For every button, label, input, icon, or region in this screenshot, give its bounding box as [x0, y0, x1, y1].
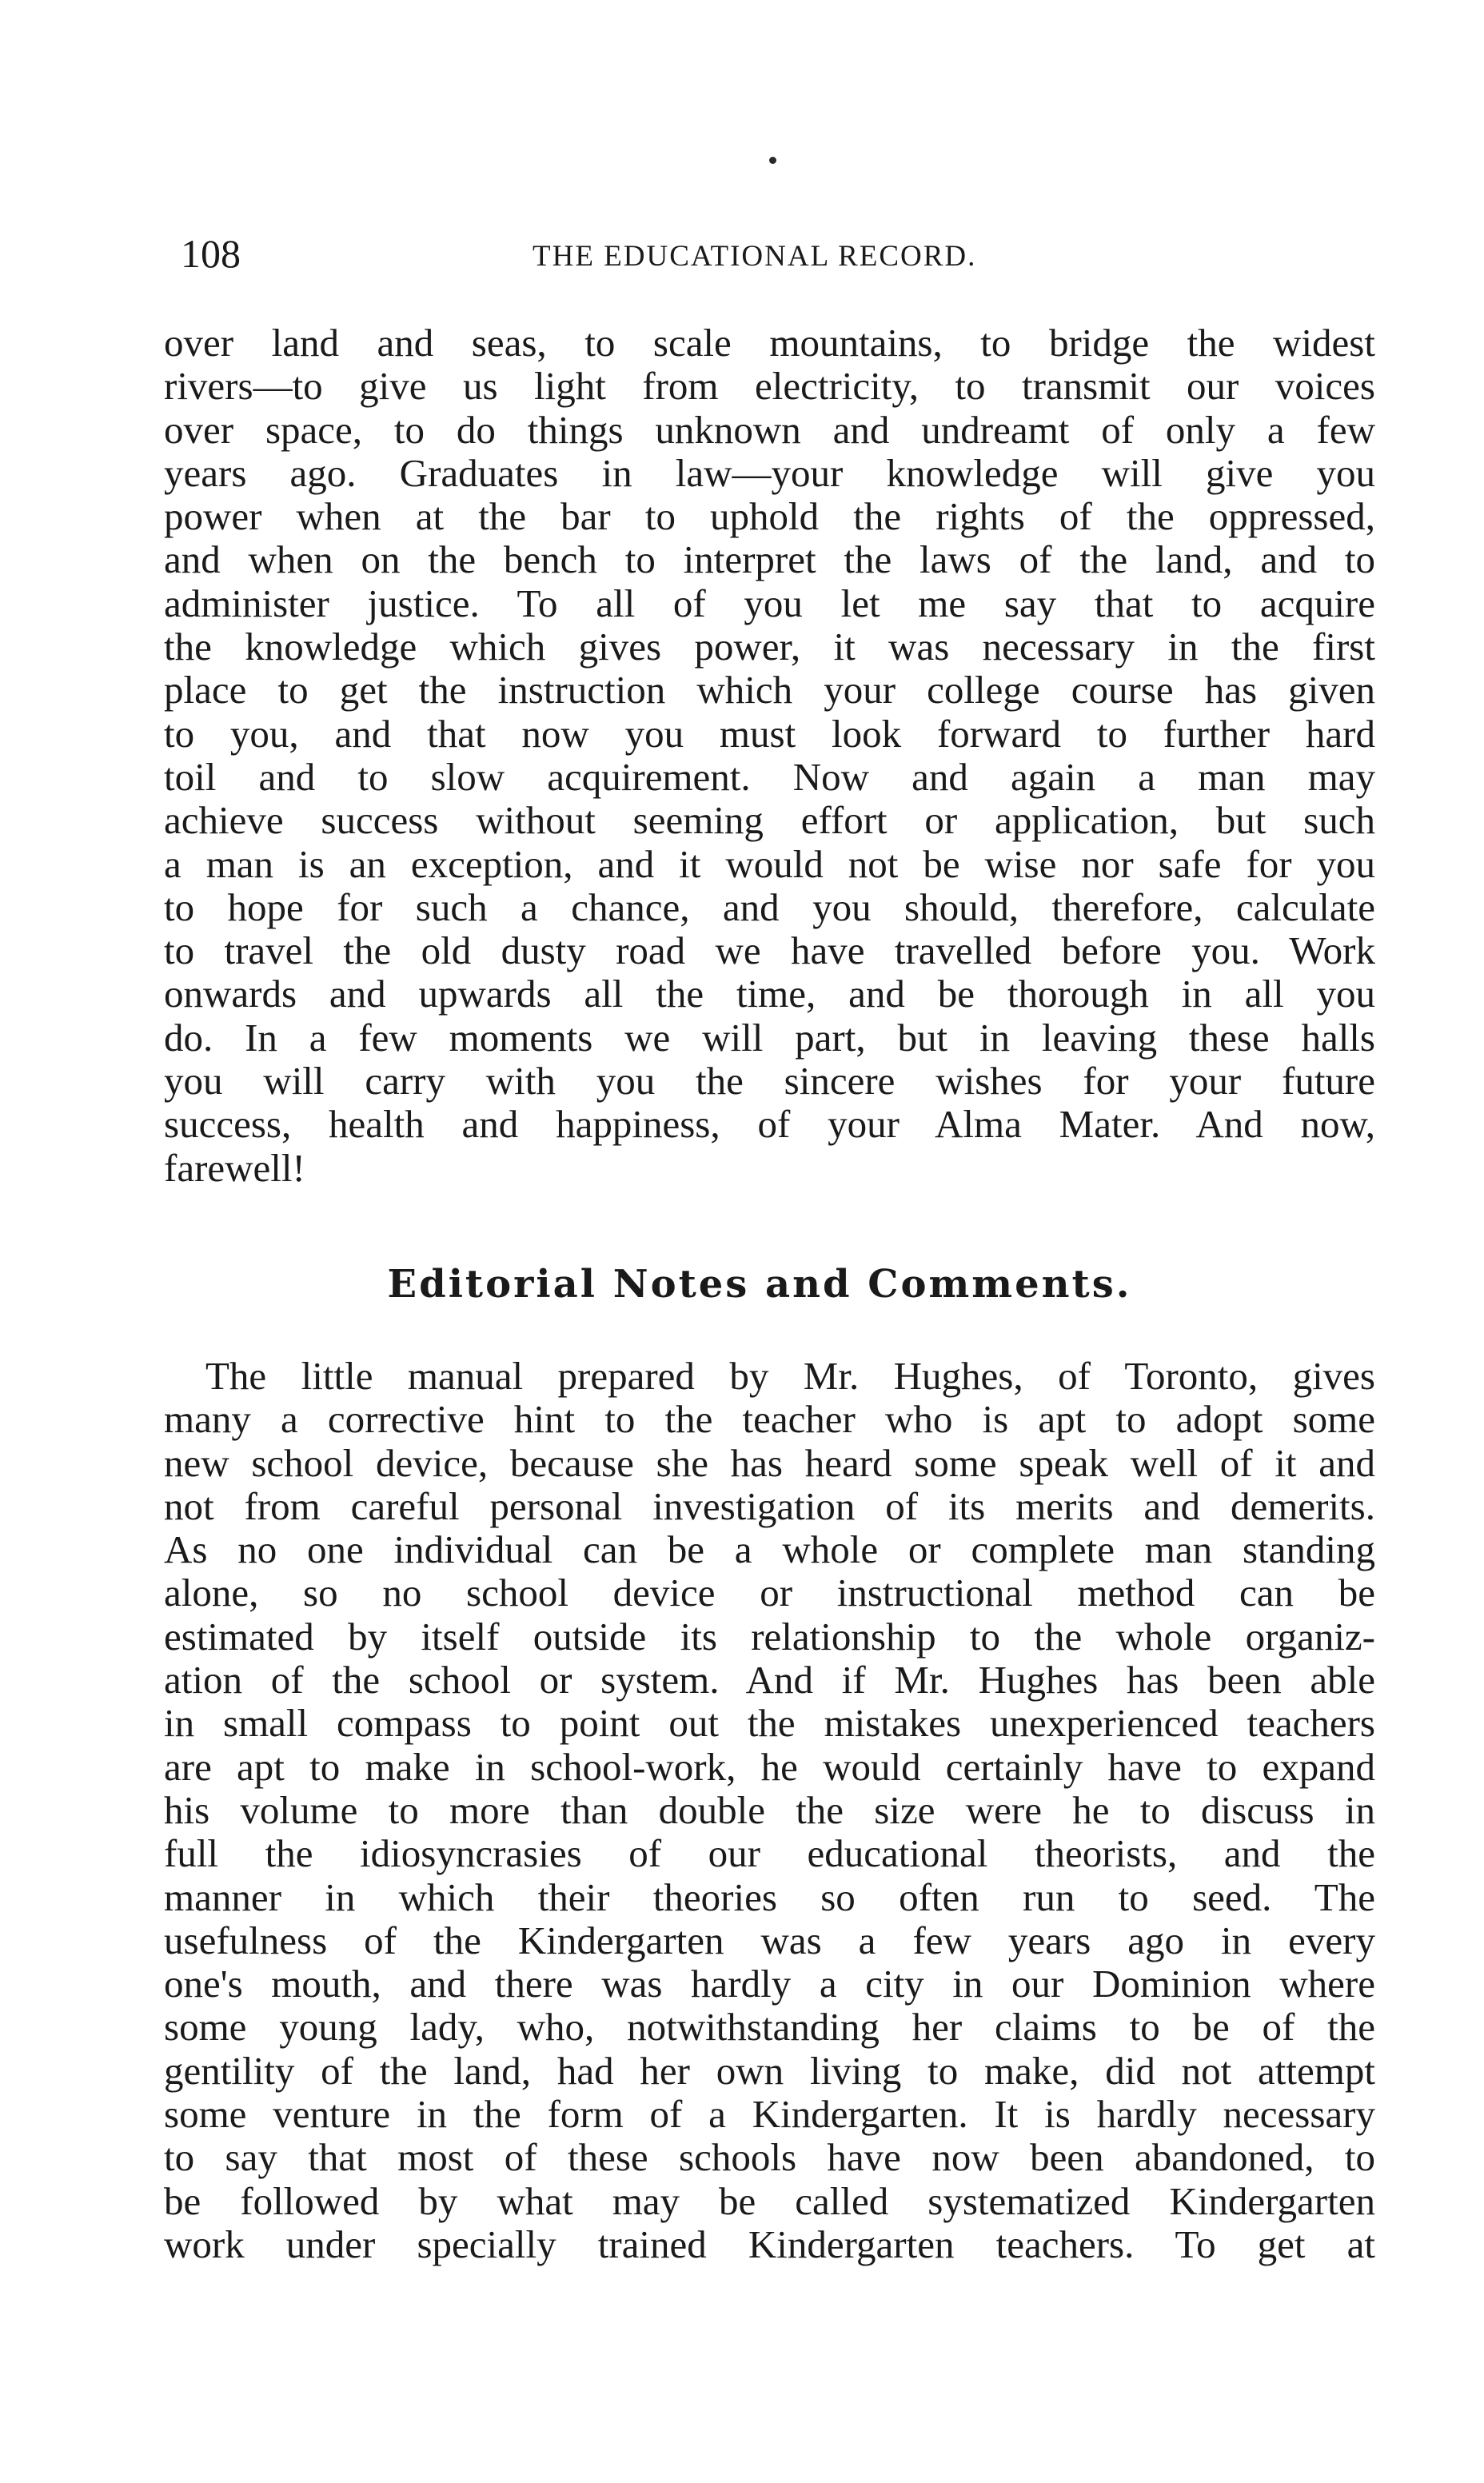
text-line: farewell! — [164, 1146, 305, 1190]
text-line: years ago. Graduates in law—your knowledge will give you — [164, 451, 1375, 495]
continuation-paragraph — [164, 321, 1375, 1190]
text-line: rivers—to give us light from electricity, to transmit our voices — [164, 365, 1375, 409]
text-line: some young lady, who, notwithstanding her claims to be of the — [164, 2006, 1375, 2050]
section-heading: Editorial Notes and Comments. — [387, 1262, 1132, 1307]
text-line: one's mouth, and there was hardly a city in our Dominion where — [164, 1962, 1375, 2006]
text-line: to hope for such a chance, and you should, therefore, calculate — [164, 885, 1375, 929]
text-line: estimated by itself outside its relationship to the whole organiz- — [164, 1615, 1375, 1659]
text-line: gentility of the land, had her own living to make, did not attempt — [164, 2049, 1375, 2093]
text-line: to travel the old dusty road we have travelled before you. Work — [164, 929, 1375, 973]
text-line: power when at the bar to uphold the rights of the oppressed, — [164, 495, 1375, 539]
text-line: many a corrective hint to the teacher who is apt to adopt some — [164, 1398, 1375, 1442]
text-line: new school device, because she has heard some speak well of it and — [164, 1441, 1375, 1485]
text-line: full the idiosyncrasies of our educational theorists, and the — [164, 1832, 1375, 1876]
text-line: The little manual prepared by Mr. Hughes, of Toronto, gives — [205, 1355, 1375, 1398]
text-line: usefulness of the Kindergarten was a few years ago in every — [164, 1918, 1375, 1962]
text-line: a man is an exception, and it would not be wise nor safe for you — [164, 842, 1375, 886]
text-line: the knowledge which gives power, it was necessary in the first — [164, 625, 1375, 669]
ink-speck — [769, 157, 776, 164]
text-line: toil and to slow acquirement. Now and again a man may — [164, 755, 1375, 799]
text-line: some venture in the form of a Kindergarten. It is hardly necessary — [164, 2093, 1375, 2137]
text-line: ation of the school or system. And if Mr. Hughes has been able — [164, 1659, 1375, 1703]
text-line: administer justice. To all of you let me say that to acquire — [164, 581, 1375, 625]
text-line: in small compass to point out the mistakes unexperienced teachers — [164, 1702, 1375, 1746]
text-line: not from careful personal investigation of its merits and demerits. — [164, 1484, 1375, 1528]
text-line: success, health and happiness, of your Alma Mater. And now, — [164, 1103, 1375, 1147]
text-line: As no one individual can be a whole or complete man standing — [164, 1528, 1375, 1572]
page-number: 108 — [181, 231, 241, 276]
section-paragraph — [164, 1355, 1375, 2266]
running-head — [181, 226, 1404, 281]
text-line: his volume to more than double the size were he to discuss in — [164, 1788, 1375, 1832]
text-line: do. In a few moments we will part, but in leaving these halls — [164, 1016, 1375, 1060]
text-line: to say that most of these schools have now been abandoned, to — [164, 2136, 1375, 2180]
text-line: work under specially trained Kindergarten teachers. To get at — [164, 2222, 1375, 2266]
text-line: you will carry with you the sincere wishes for your future — [164, 1060, 1375, 1104]
text-line: over land and seas, to scale mountains, to bridge the widest — [164, 321, 1375, 365]
text-line: place to get the instruction which your college course has given — [164, 669, 1375, 713]
text-line: onwards and upwards all the time, and be thorough in all you — [164, 972, 1375, 1016]
text-line: alone, so no school device or instructional method can be — [164, 1571, 1375, 1615]
text-line: are apt to make in school-work, he would certainly have to expand — [164, 1745, 1375, 1789]
running-title: THE EDUCATIONAL RECORD. — [533, 240, 977, 273]
text-line: manner in which their theories so often run to seed. The — [164, 1875, 1375, 1919]
text-line: to you, and that now you must look forward to further hard — [164, 712, 1375, 756]
text-line: over space, to do things unknown and undreamt of only a few — [164, 408, 1375, 452]
text-line: be followed by what may be called systematized Kindergarten — [164, 2179, 1375, 2223]
text-line: achieve success without seeming effort or application, but such — [164, 799, 1375, 843]
text-line: and when on the bench to interpret the laws of the land, and to — [164, 538, 1375, 582]
